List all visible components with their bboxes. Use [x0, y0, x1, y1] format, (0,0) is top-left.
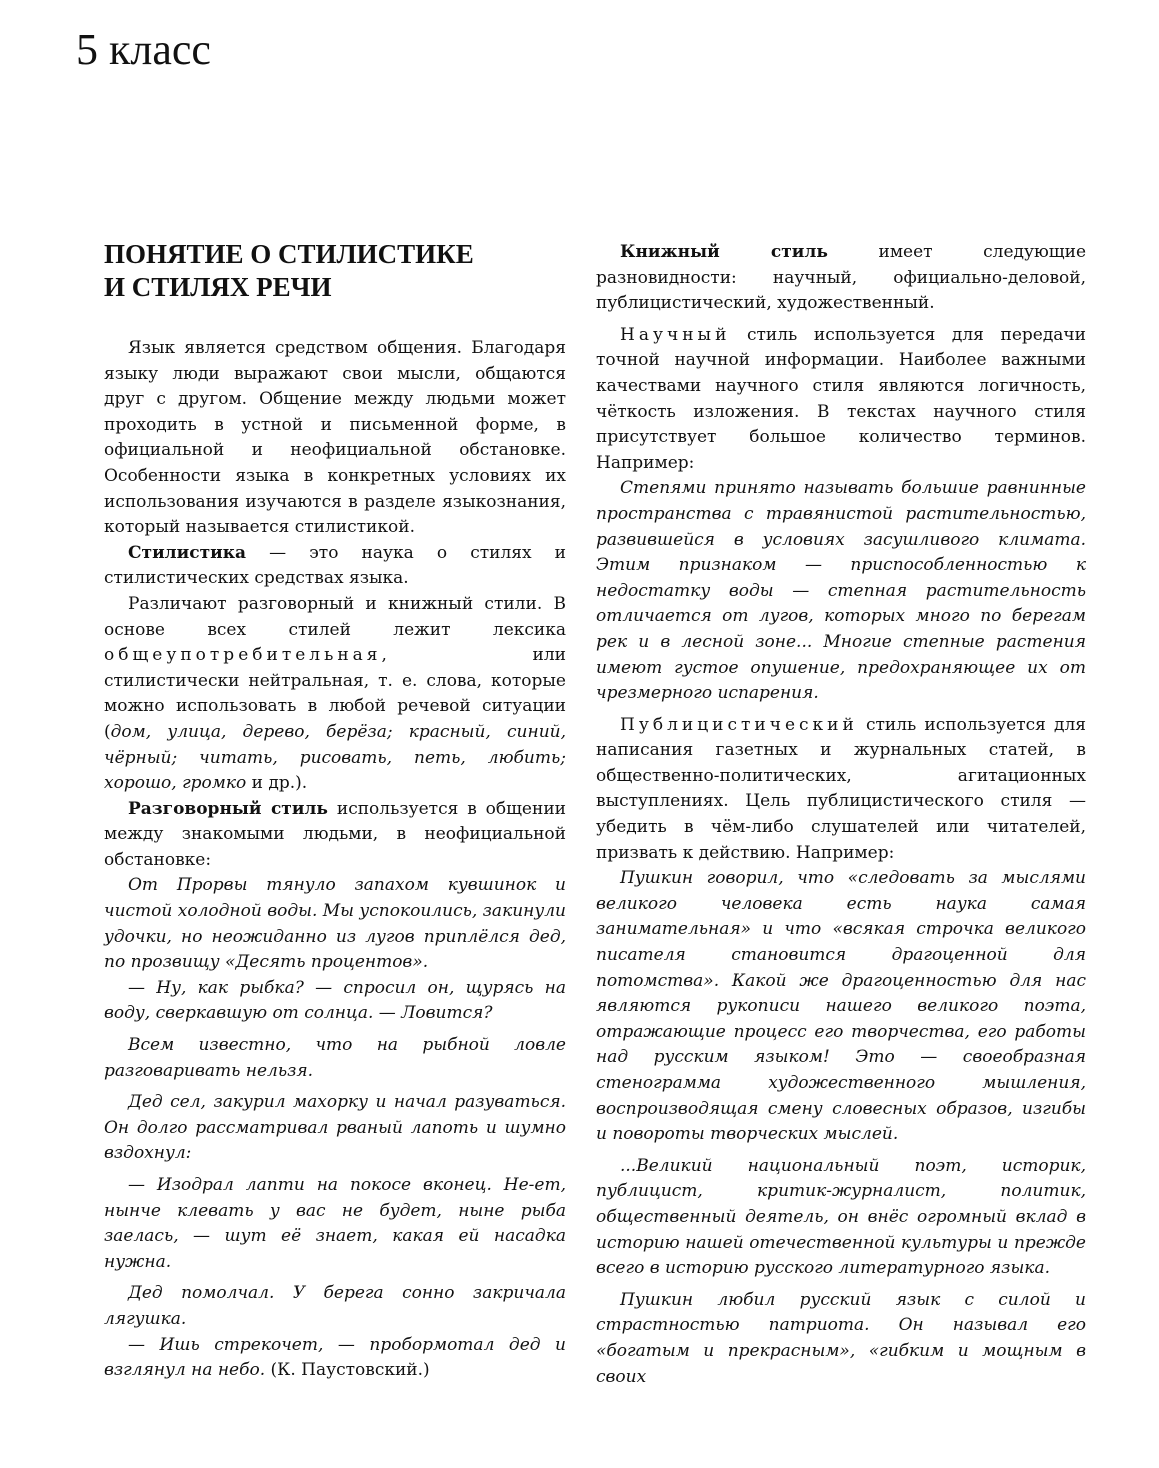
- paragraph-bookish-text: имеет следующие разновидности: научный, официально-деловой, публицистический, художественный.: [596, 242, 1087, 314]
- paragraph-stylistics-text: — это наука о стилях и стилистических средствах языка.: [104, 542, 566, 589]
- paragraph-colloquial-text: используется в общении между знакомыми людьми, в неофициальной обстановке:: [104, 798, 566, 870]
- word-examples: дом, улица, дерево, берёза; красный, синий, чёрный; читать, рисовать, петь, любить; хорошо, громко: [104, 721, 566, 794]
- example-paustovsky-1: От Прорвы тянуло запахом кувшинок и чистой холодной воды. Мы успокоились, закинули удочки, но неожиданно из лугов приплёлся дед, по прозвищу «Десять процентов».: [104, 875, 567, 973]
- section-title: [104, 238, 566, 304]
- paragraph-colloquial: [104, 797, 566, 874]
- example-paustovsky-5: — Изодрал лапти на покосе вконец. Не-ет, нынче клевать у вас не будет, ныне рыба заелась, — шут её знает, какая ей насадка нужна.: [104, 1175, 566, 1272]
- example-author: (К. Паустовский.): [265, 1360, 430, 1381]
- paragraph-intro: Язык является средством общения. Благодаря языку люди выражают свои мысли, общаются друг с другом. Общение между людьми может проходить в устной и письменной форме, в официальной и неофициальной обстановке. Особенности языка в конкретных условиях их использования изучаются в разделе языкознания, который называется стилистикой.: [104, 338, 566, 538]
- example-paustovsky-7-text: — Ишь стрекочет, — пробормотал дед и взглянул на небо.: [104, 1334, 566, 1381]
- term-common-vocabulary: общеупотребительная: [104, 645, 382, 666]
- section-title-line-2: И СТИЛЯХ РЕЧИ: [104, 272, 332, 302]
- paragraph-publicistic-text: стиль используется для написания газетных и журнальных статей, в общественно-политических, агитационных выступлениях. Цель публицистического стиля — убедить в чём-либо слушателей или читателей, призвать к действию. Например:: [596, 714, 1086, 863]
- paragraph-styles-text-a: Различают разговорный и книжный стили. В основе всех стилей лежит лексика: [104, 593, 566, 640]
- left-column: [104, 238, 566, 1384]
- page-header-grade: 5 класс: [76, 25, 211, 74]
- example-paustovsky-7: [104, 1333, 566, 1384]
- term-stylistics: Стилистика: [128, 542, 247, 563]
- paragraph-styles-text-c: и др.).: [246, 773, 308, 794]
- term-colloquial-style: Разговорный стиль: [128, 798, 328, 819]
- term-bookish-style: Книжный стиль: [620, 242, 828, 262]
- term-publicistic: Публицистический: [620, 714, 858, 735]
- paragraph-stylistics: [104, 541, 566, 592]
- term-scientific: Научный: [620, 324, 731, 345]
- section-title-line-1: ПОНЯТИЕ О СТИЛИСТИКЕ: [104, 239, 474, 269]
- paragraph-scientific: [596, 323, 1086, 477]
- example-paustovsky-2: — Ну, как рыбка? — спросил он, щурясь на воду, сверкавшую от солнца. — Ловится?: [104, 977, 566, 1024]
- example-paustovsky-6: Дед помолчал. У берега сонно закричала лягушка.: [104, 1283, 566, 1329]
- example-pushkin-3: Пушкин любил русский язык с силой и страстностью патриота. Он называл его «богатым и прекрасным», «гибким и мощным в своих: [596, 1289, 1086, 1387]
- example-pushkin-2: ...Великий национальный поэт, историк, публицист, критик-журналист, политик, общественный деятель, он внёс огромный вклад в историю нашей отечественной культуры и прежде всего в историю русского литературного языка.: [596, 1155, 1086, 1279]
- example-steppes: Степями принято называть большие равнинные пространства с травянистой растительностью, развившейся в условиях засушливого климата. Этим признаком — приспособленностью к недостатку воды — степная растительность отличается от лугов, которых много по берегам рек и в лесной зоне... Многие степные растения имеют густое опушение, предохраняющее их от чрезмерного испарения.: [596, 478, 1086, 704]
- example-paustovsky-3: Всем известно, что на рыбной ловле разговаривать нельзя.: [104, 1035, 566, 1081]
- paragraph-styles-text-b: , или стилистически нейтральная, т. е. слова, которые можно использовать в любой речевой ситуации (: [104, 645, 566, 742]
- right-column: [596, 240, 1086, 1390]
- paragraph-styles: [104, 592, 566, 797]
- paragraph-bookish: [596, 240, 1086, 317]
- paragraph-publicistic: [596, 713, 1086, 867]
- paragraph-scientific-text: стиль используется для передачи точной научной информации. Наиболее важными качествами научного стиля являются логичность, чёткость изложения. В текстах научного стиля присутствует большое количество терминов. Например:: [596, 324, 1086, 473]
- example-paustovsky-4: Дед сел, закурил махорку и начал разуваться. Он долго рассматривал рваный лапоть и шумно вздохнул:: [104, 1092, 566, 1164]
- example-pushkin-1: Пушкин говорил, что «следовать за мыслями великого человека есть наука самая занимательная» и что «всякая строчка великого писателя становится драгоценной для потомства». Какой же драгоценностью для нас являются рукописи нашего великого поэта, отражающие процесс его творчества, его работы над русским языком! Это — своеобразная стенограмма художественного мышления, воспроизводящая смену словесных образов, изгибы и повороты творческих мыслей.: [596, 868, 1086, 1145]
